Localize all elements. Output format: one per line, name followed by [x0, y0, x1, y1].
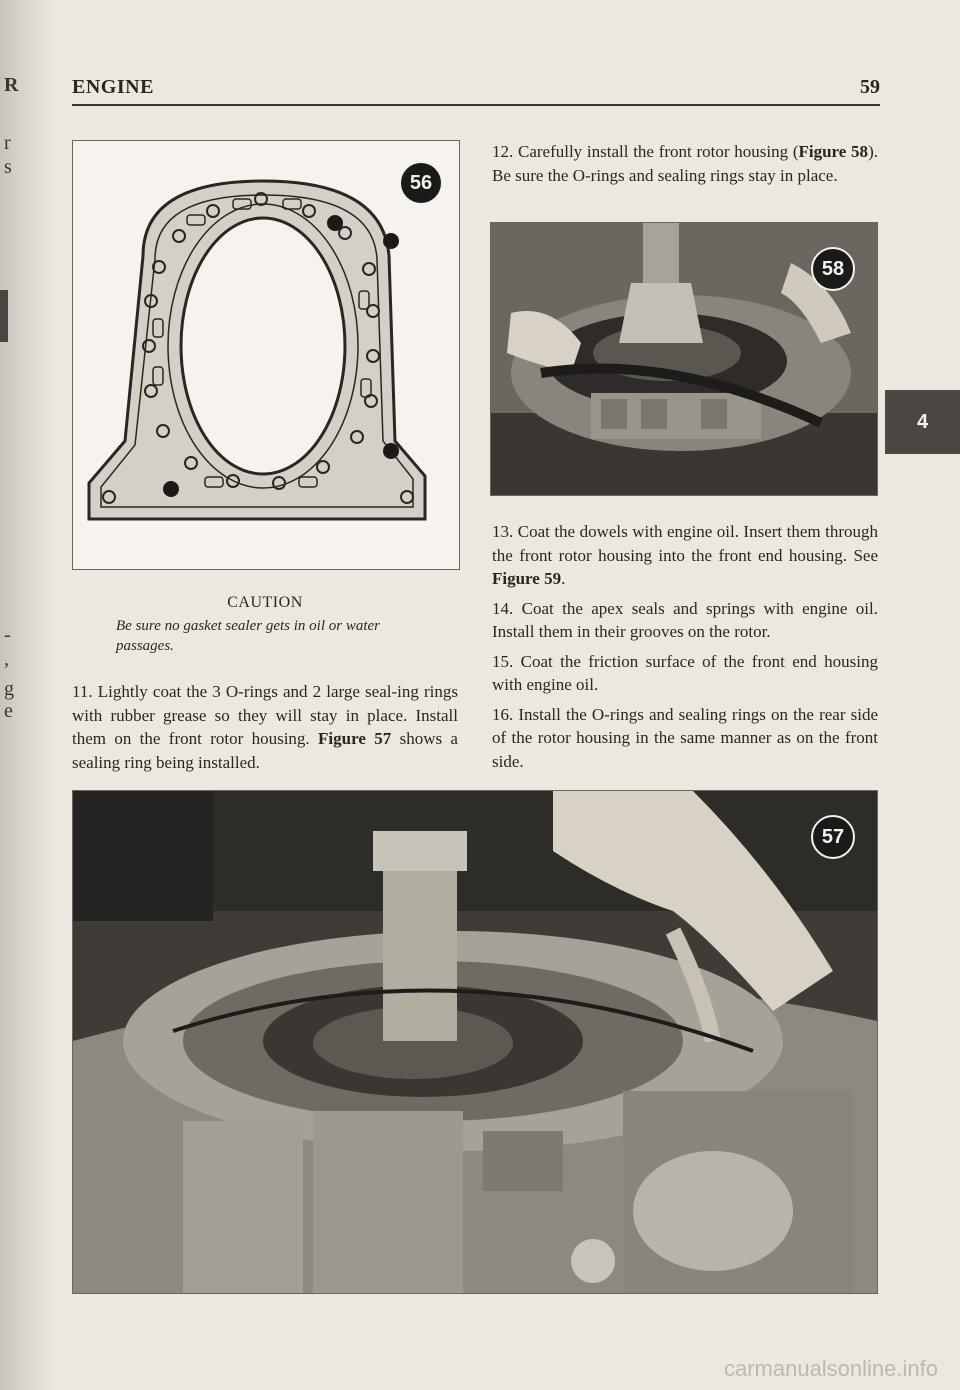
step-16: 16. Install the O-rings and sealing rings on the rear side of the rotor housing in the same manner as on the front side.	[492, 704, 878, 771]
header-rule	[72, 104, 880, 106]
step-11-text-end: shows a sealing ring being installed.	[72, 729, 458, 772]
figure-57-ref: Figure 57	[318, 729, 392, 748]
gutter-char: r	[4, 132, 11, 154]
step-12-text-end: ). Be sure the O-rings and sealing rings stay in place.	[492, 142, 878, 185]
step-13-text-end: .	[561, 569, 566, 588]
step-12	[492, 140, 878, 193]
step-12-text: 12. Carefully install the front rotor housing (	[492, 142, 799, 161]
steps-13-16	[492, 520, 878, 779]
figure-number-badge: 57	[811, 815, 855, 859]
figure-number-badge: 58	[811, 247, 855, 291]
gutter-char: R	[4, 74, 19, 96]
caution-box	[100, 594, 430, 656]
step-15: 15. Coat the friction surface of the front end housing with engine oil.	[492, 651, 878, 694]
page-number: 59	[860, 76, 880, 98]
step-11-text: 11. Lightly coat the 3 O-rings and 2 large seal-ing rings with rubber grease so they will stay in place. Install them on the front rotor housing.	[72, 682, 458, 748]
gutter-char: e	[4, 700, 13, 722]
sealing-ring-install-photo	[73, 791, 877, 1293]
figure-number-badge: 56	[399, 161, 443, 205]
gutter-char: s	[4, 156, 12, 178]
figure-58-ref: Figure 58	[798, 142, 869, 161]
figure-57-photo	[72, 790, 878, 1294]
figure-59-ref: Figure 59	[492, 569, 562, 588]
gutter-char: g	[4, 678, 14, 700]
gutter-char: ,	[4, 648, 9, 670]
page-header	[72, 76, 880, 102]
caution-body: Be sure no gasket sealer gets in oil or water passages.	[116, 618, 380, 654]
gasket-illustration	[73, 141, 459, 569]
gutter-bar	[0, 290, 8, 342]
step-11	[72, 680, 458, 780]
book-gutter	[0, 0, 60, 1390]
section-title: ENGINE	[72, 76, 154, 98]
figure-56-gasket-drawing	[72, 140, 460, 570]
watermark: carmanualsonline.info	[723, 1356, 938, 1381]
gutter-char: -	[4, 624, 11, 646]
caution-title: CAUTION	[227, 594, 303, 611]
figure-58-photo	[490, 222, 878, 496]
chapter-tab: 4	[885, 390, 960, 454]
step-14: 14. Coat the apex seals and springs with engine oil. Install them in their grooves on the rotor.	[492, 598, 878, 641]
step-13-text: 13. Coat the dowels with engine oil. Insert them through the front rotor housing into the front end housing. See	[492, 522, 878, 565]
